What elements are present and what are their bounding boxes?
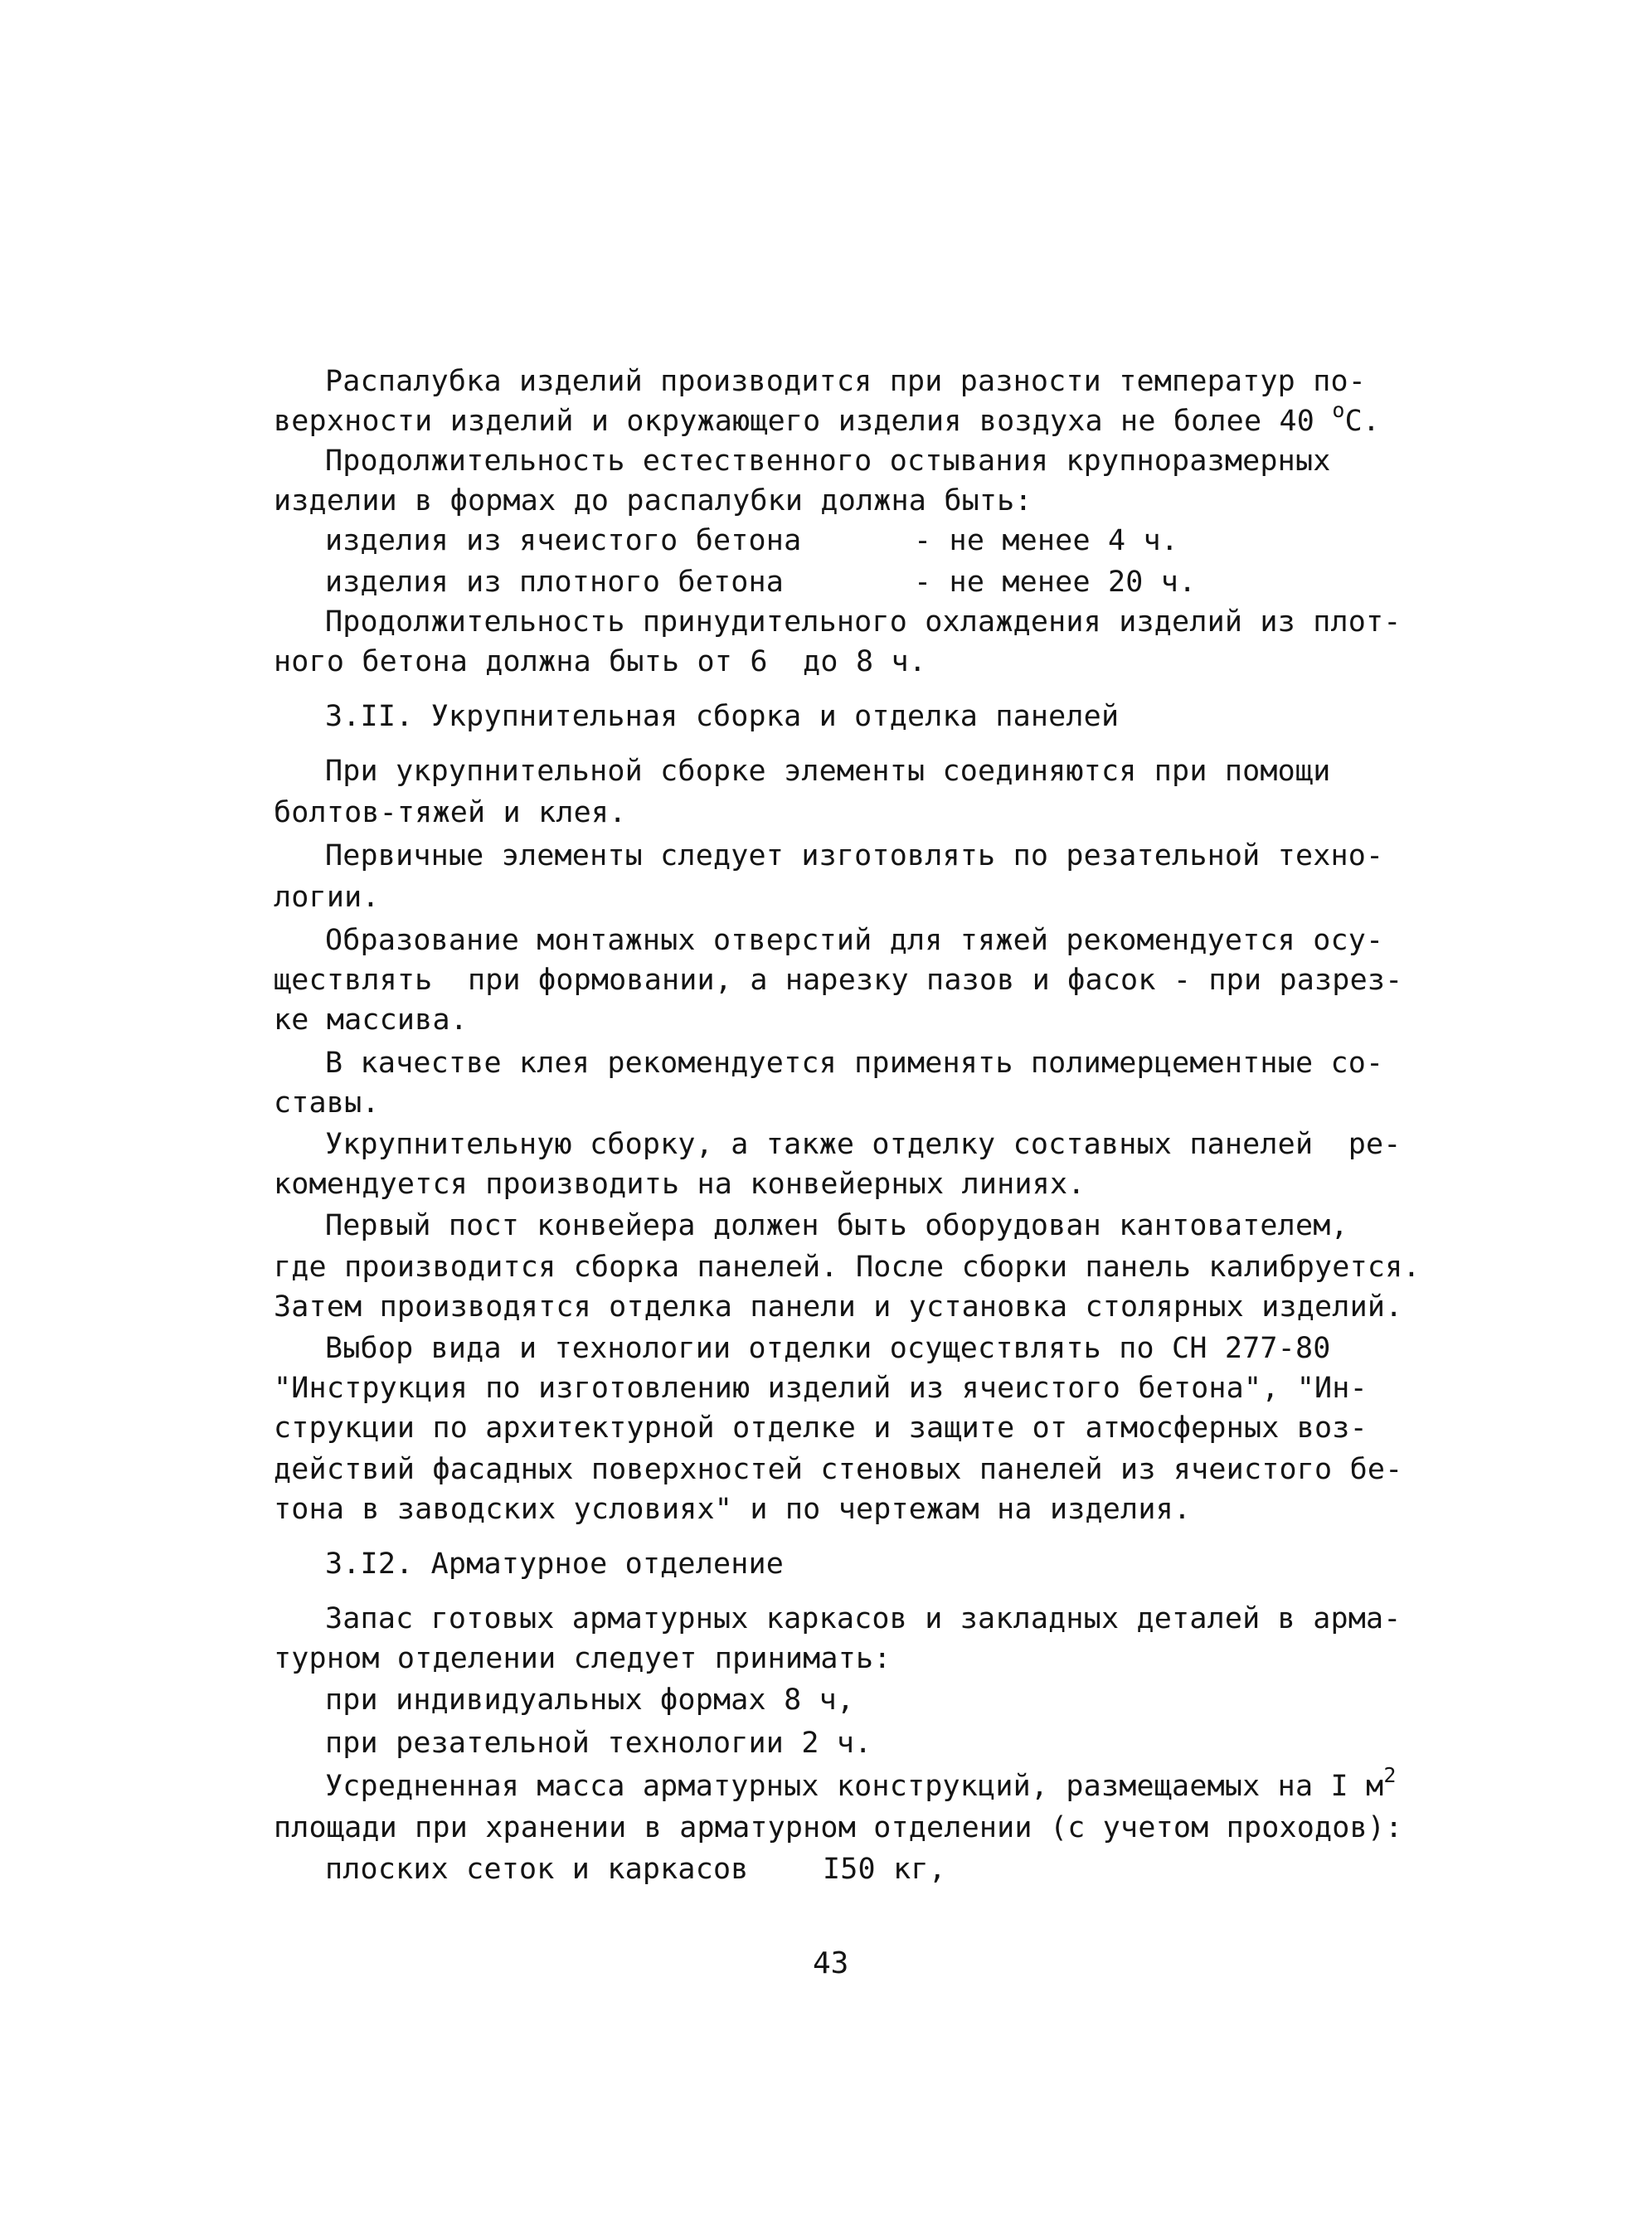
text-line: "Инструкция по изготовлению изделий из ячеистого бетона", "Ин-: [274, 1372, 1368, 1405]
text-line: при резательной технологии 2 ч.: [325, 1727, 872, 1760]
page-number: 43: [813, 1946, 849, 1980]
text-line: Укрупнительную сборку, а также отделку составных панелей ре-: [325, 1128, 1402, 1161]
text-line: плоских сеток и каркасов I50 кг,: [325, 1853, 946, 1886]
text-line: логии.: [274, 881, 380, 914]
text-line: Запас готовых арматурных каркасов и закладных деталей в арма-: [325, 1602, 1402, 1635]
text-line: струкции по архитектурной отделке и защите от атмосферных воз-: [274, 1411, 1368, 1445]
text-line: ществлять при формовании, а нарезку пазов и фасок - при разрез-: [274, 964, 1403, 997]
text-line: болтов-тяжей и клея.: [274, 796, 627, 829]
superscript-2: 2: [1383, 1763, 1397, 1787]
text-line: турном отделении следует принимать:: [274, 1642, 892, 1675]
text-line: изделия из плотного бетона - не менее 20 ч.: [325, 566, 1197, 599]
text-line: изделии в формах до распалубки должна быть:: [274, 484, 1032, 517]
text-line: Продолжительность принудительного охлаждения изделий из плот-: [325, 605, 1402, 639]
degree-mark: о: [1332, 398, 1345, 422]
text-line: площади при хранении в арматурном отделении (с учетом проходов):: [274, 1811, 1403, 1844]
section-heading: 3.II. Укрупнительная сборка и отделка панелей: [325, 700, 1120, 733]
text-line: Образование монтажных отверстий для тяжей рекомендуется осу-: [325, 924, 1384, 957]
section-heading: 3.I2. Арматурное отделение: [325, 1547, 785, 1581]
text-line: верхности изделий и окружающего изделия воздуха не более 40 $^о$С.: [274, 398, 1381, 438]
text-line: тона в заводских условиях" и по чертежам на изделия.: [274, 1493, 1192, 1526]
text-line: Распалубка изделий производится при разности температур по-: [325, 365, 1367, 398]
text-line: ставы.: [274, 1086, 380, 1120]
text-line: Первичные элементы следует изготовлять по резательной техно-: [325, 839, 1384, 872]
text-line: где производится сборка панелей. После сборки панель калибруется.: [274, 1251, 1421, 1284]
text-line: при индивидуальных формах 8 ч,: [325, 1684, 855, 1717]
text-line: Продолжительность естественного остывания крупноразмерных: [325, 445, 1331, 478]
text-line: комендуется производить на конвейерных линиях.: [274, 1168, 1086, 1201]
text-line: Первый пост конвейера должен быть оборудован кантователем,: [325, 1209, 1348, 1242]
text-line: Усредненная масса арматурных конструкций, размещаемых на I $м^2$: [325, 1763, 1397, 1803]
text-line: При укрупнительной сборке элементы соединяются при помощи: [325, 755, 1331, 788]
text-line: Затем производятся отделка панели и установка столярных изделий.: [274, 1290, 1403, 1324]
text-line: изделия из ячеистого бетона - не менее 4 ч.: [325, 524, 1179, 557]
text-line: Выбор вида и технологии отделки осуществлять по СН 277-80: [325, 1332, 1331, 1365]
text-line: ного бетона должна быть от 6 до 8 ч.: [274, 645, 927, 678]
text-line: ке массива.: [274, 1003, 468, 1037]
text-line: действий фасадных поверхностей стеновых панелей из ячеистого бе-: [274, 1453, 1403, 1486]
text-line: В качестве клея рекомендуется применять полимерцементные со-: [325, 1047, 1384, 1080]
